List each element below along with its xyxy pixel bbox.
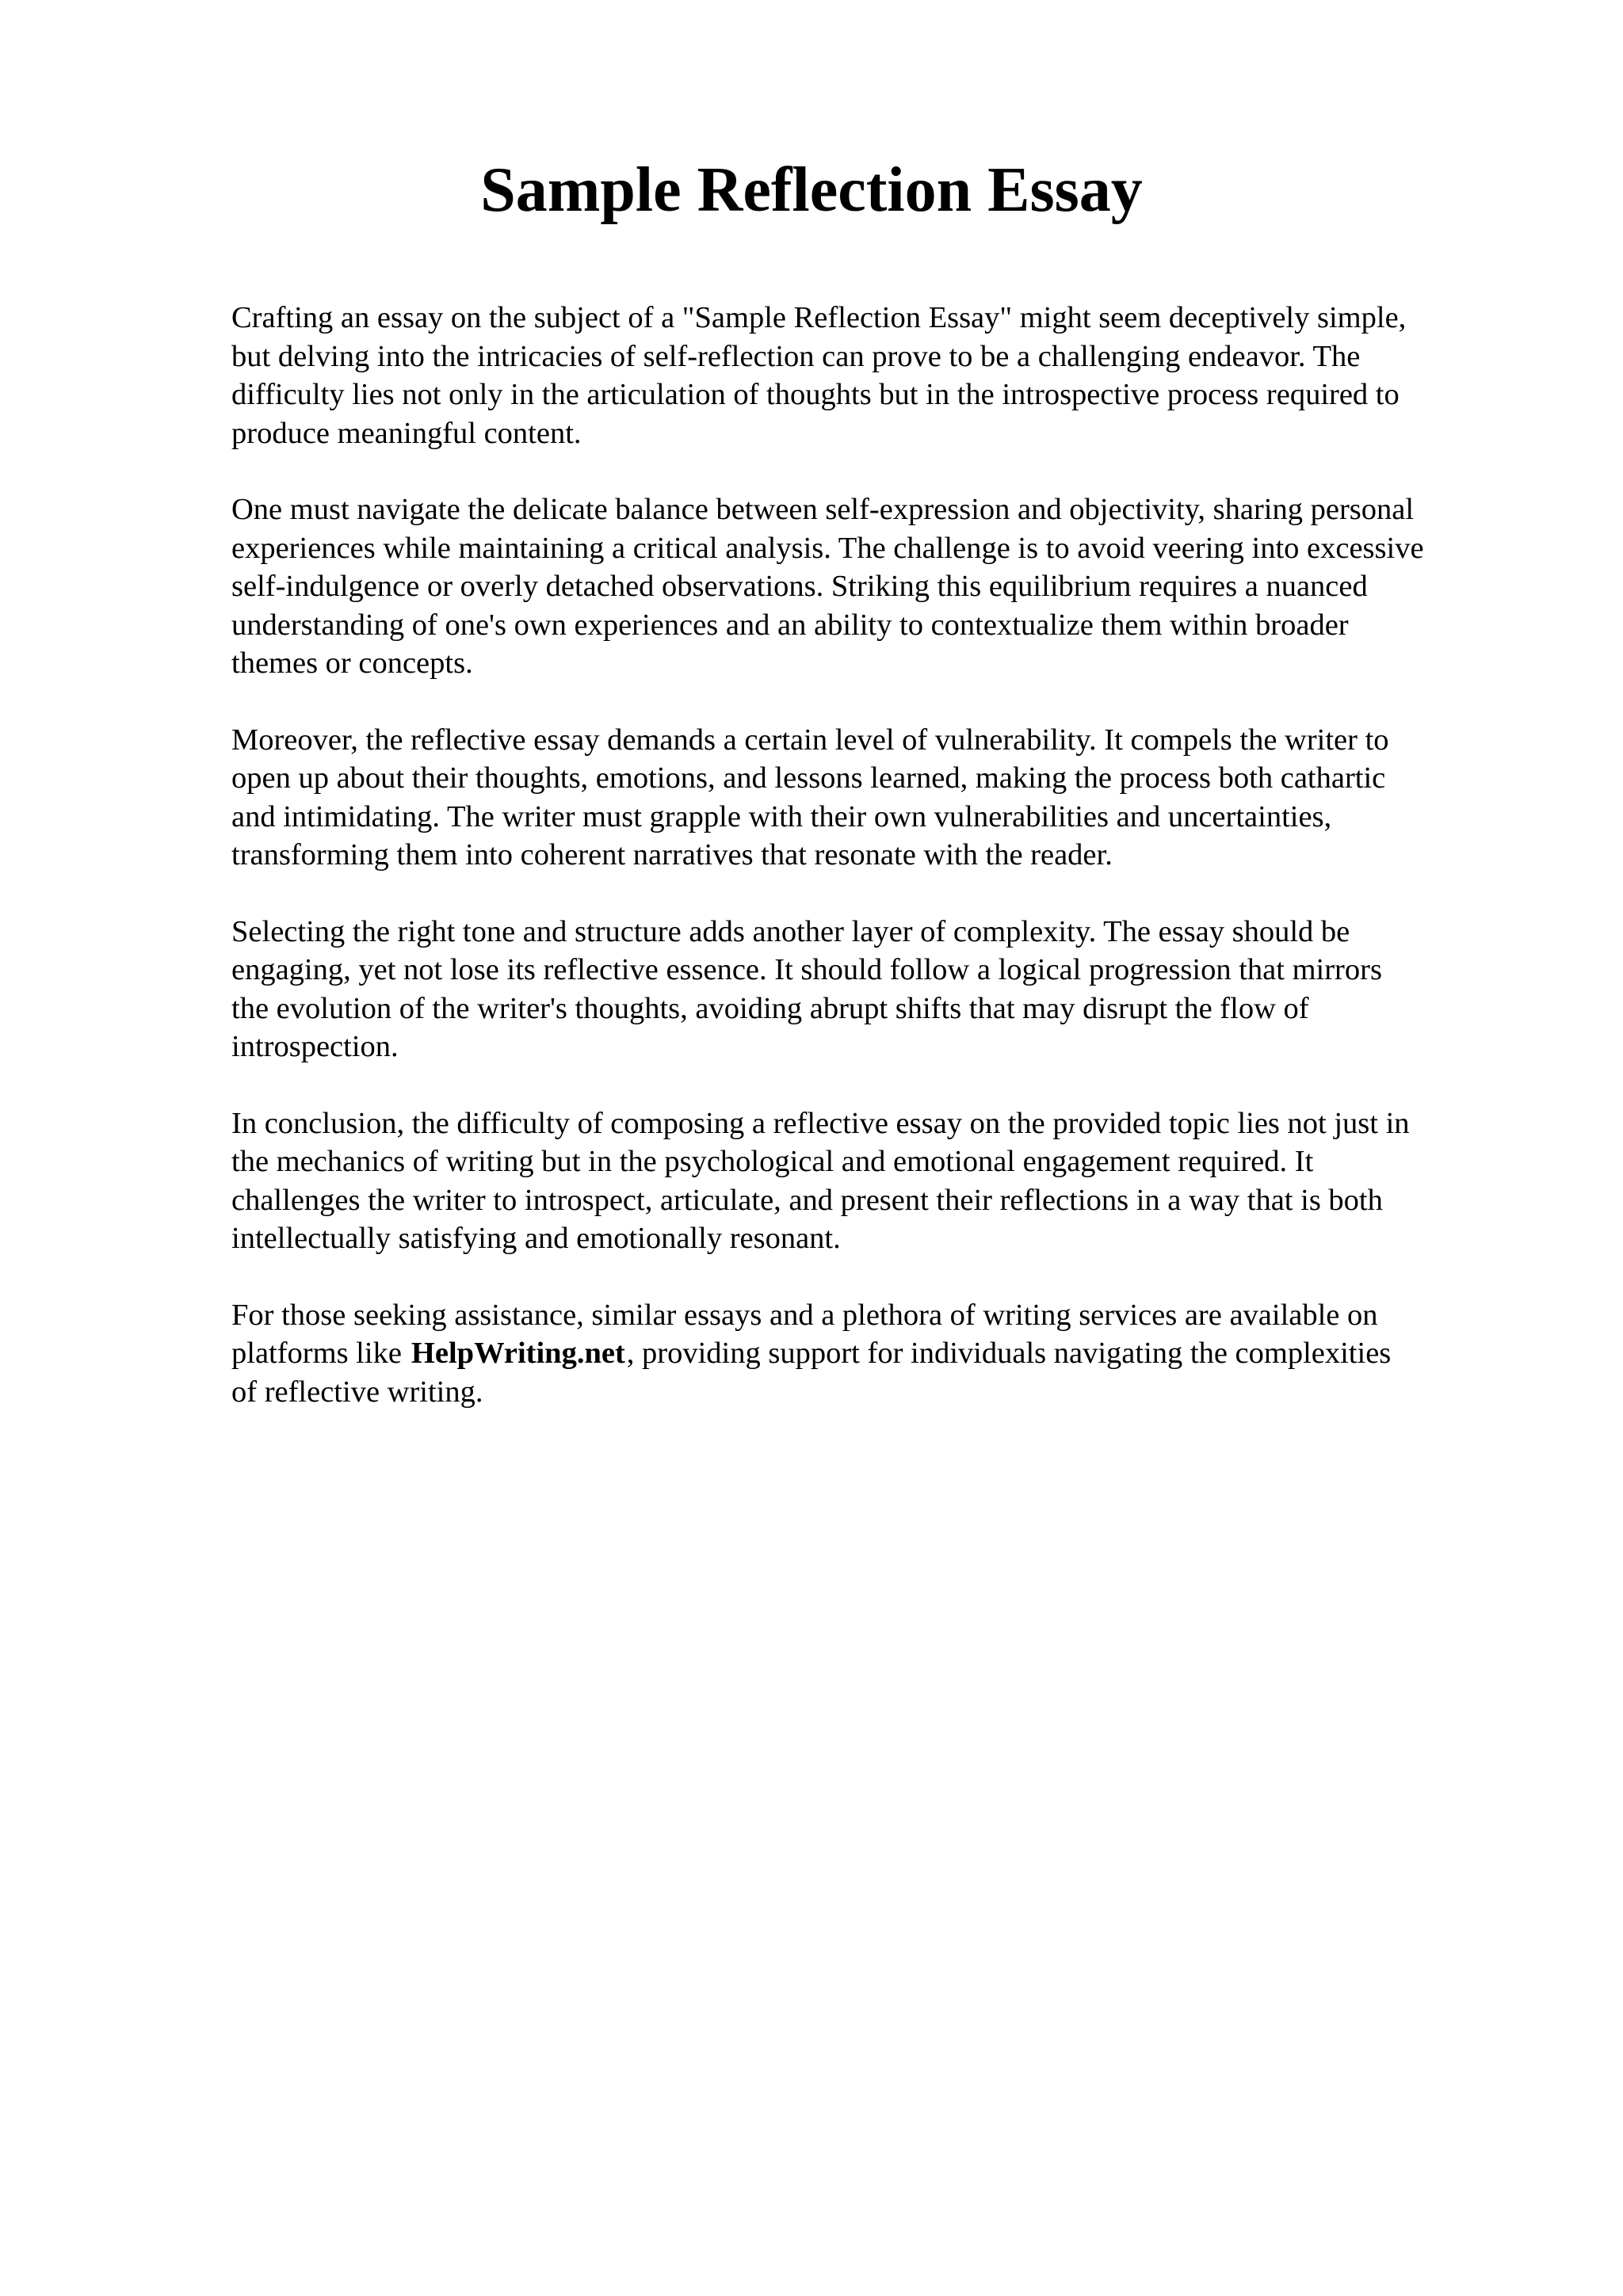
text-segment: , providing support for individuals navigating the complexities — [626, 1337, 1392, 1370]
text-line: engaging, yet not lose its reflective essence. It should follow a logical progression that mirrors — [231, 953, 1382, 986]
text-line: In conclusion, the difficulty of composing a reflective essay on the provided topic lies not just in — [231, 1106, 1410, 1140]
paragraph-3 — [231, 721, 1531, 875]
text-line: but delving into the intricacies of self-reflection can prove to be a challenging endeavor. The — [231, 339, 1361, 373]
essay-body — [231, 299, 1531, 1449]
paragraph-1 — [231, 299, 1531, 452]
text-line: experiences while maintaining a critical analysis. The challenge is to avoid veering into excessive — [231, 531, 1424, 565]
text-line: themes or concepts. — [231, 646, 473, 680]
paragraph-2 — [231, 490, 1531, 683]
paragraph-closing — [231, 1296, 1531, 1412]
text-segment: platforms like — [231, 1337, 402, 1370]
text-line: the evolution of the writer's thoughts, avoiding abrupt shifts that may disrupt the flow of — [231, 991, 1309, 1025]
text-line: One must navigate the delicate balance between self-expression and objectivity, sharing personal — [231, 493, 1415, 526]
text-line: self-indulgence or overly detached observations. Striking this equilibrium requires a nuanced — [231, 570, 1368, 603]
text-line: Crafting an essay on the subject of a "Sample Reflection Essay" might seem deceptively simple, — [231, 301, 1407, 334]
text-line: transforming them into coherent narratives that resonate with the reader. — [231, 838, 1113, 871]
page-title: Sample Reflection Essay — [480, 155, 1143, 225]
text-line: intellectually satisfying and emotionally resonant. — [231, 1222, 841, 1255]
helpwriting-link[interactable]: HelpWriting.net — [411, 1337, 625, 1370]
text-line: challenges the writer to introspect, articulate, and present their reflections in a way that is both — [231, 1183, 1383, 1217]
text-line: understanding of one's own experiences and an ability to contextualize them within broader — [231, 608, 1349, 642]
text-line: Selecting the right tone and structure adds another layer of complexity. The essay should be — [231, 914, 1350, 948]
text-line: produce meaningful content. — [231, 416, 582, 450]
text-line: and intimidating. The writer must grapple with their own vulnerabilities and uncertainties, — [231, 799, 1332, 833]
text-line: the mechanics of writing but in the psychological and emotional engagement required. It — [231, 1145, 1314, 1178]
text-line: For those seeking assistance, similar essays and a plethora of writing services are available on — [231, 1298, 1378, 1332]
text-line: Moreover, the reflective essay demands a certain level of vulnerability. It compels the writer to — [231, 723, 1389, 757]
text-line: of reflective writing. — [231, 1375, 483, 1409]
text-line: difficulty lies not only in the articulation of thoughts but in the introspective process required to — [231, 378, 1400, 411]
text-line: introspection. — [231, 1030, 399, 1063]
paragraph-5 — [231, 1104, 1531, 1258]
paragraph-4 — [231, 913, 1531, 1066]
text-line: open up about their thoughts, emotions, and lessons learned, making the process both cathartic — [231, 761, 1386, 795]
text-line — [231, 1334, 1531, 1373]
